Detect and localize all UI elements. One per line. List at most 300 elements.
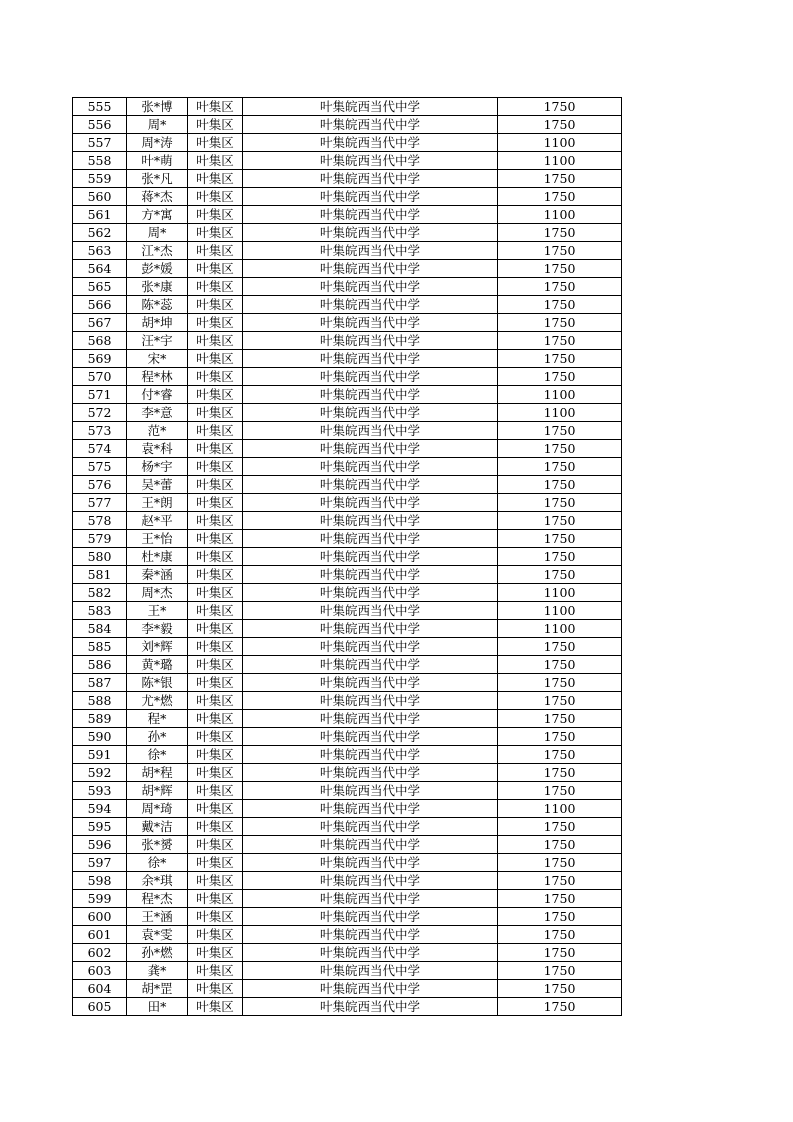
school-cell: 叶集皖西当代中学 xyxy=(243,296,498,314)
district-cell: 叶集区 xyxy=(188,404,243,422)
school-cell: 叶集皖西当代中学 xyxy=(243,728,498,746)
table-row xyxy=(73,260,622,278)
district-cell: 叶集区 xyxy=(188,908,243,926)
district-cell: 叶集区 xyxy=(188,566,243,584)
student-name-cell: 范* xyxy=(127,422,188,440)
row-number-cell: 559 xyxy=(73,170,127,188)
school-cell: 叶集皖西当代中学 xyxy=(243,332,498,350)
table-row xyxy=(73,422,622,440)
school-cell: 叶集皖西当代中学 xyxy=(243,224,498,242)
student-name-cell: 吴*蕾 xyxy=(127,476,188,494)
student-name-cell: 张*凡 xyxy=(127,170,188,188)
row-number-cell: 579 xyxy=(73,530,127,548)
student-name-cell: 张*康 xyxy=(127,278,188,296)
table-row xyxy=(73,944,622,962)
table-row xyxy=(73,692,622,710)
district-cell: 叶集区 xyxy=(188,746,243,764)
row-number-cell: 596 xyxy=(73,836,127,854)
school-cell: 叶集皖西当代中学 xyxy=(243,944,498,962)
amount-cell: 1750 xyxy=(498,728,622,746)
amount-cell: 1750 xyxy=(498,908,622,926)
amount-cell: 1750 xyxy=(498,782,622,800)
table-row xyxy=(73,152,622,170)
school-cell: 叶集皖西当代中学 xyxy=(243,782,498,800)
table-row xyxy=(73,746,622,764)
amount-cell: 1750 xyxy=(498,422,622,440)
school-cell: 叶集皖西当代中学 xyxy=(243,692,498,710)
school-cell: 叶集皖西当代中学 xyxy=(243,674,498,692)
school-cell: 叶集皖西当代中学 xyxy=(243,962,498,980)
school-cell: 叶集皖西当代中学 xyxy=(243,872,498,890)
amount-cell: 1750 xyxy=(498,548,622,566)
amount-cell: 1750 xyxy=(498,332,622,350)
amount-cell: 1750 xyxy=(498,656,622,674)
school-cell: 叶集皖西当代中学 xyxy=(243,98,498,116)
table-row xyxy=(73,206,622,224)
district-cell: 叶集区 xyxy=(188,584,243,602)
school-cell: 叶集皖西当代中学 xyxy=(243,548,498,566)
district-cell: 叶集区 xyxy=(188,494,243,512)
school-cell: 叶集皖西当代中学 xyxy=(243,566,498,584)
district-cell: 叶集区 xyxy=(188,944,243,962)
table-row xyxy=(73,494,622,512)
table-row xyxy=(73,530,622,548)
row-number-cell: 567 xyxy=(73,314,127,332)
row-number-cell: 582 xyxy=(73,584,127,602)
student-name-cell: 周* xyxy=(127,224,188,242)
district-cell: 叶集区 xyxy=(188,620,243,638)
student-name-cell: 周*杰 xyxy=(127,584,188,602)
student-name-cell: 余*琪 xyxy=(127,872,188,890)
table-row xyxy=(73,656,622,674)
amount-cell: 1750 xyxy=(498,962,622,980)
district-cell: 叶集区 xyxy=(188,764,243,782)
table-row xyxy=(73,188,622,206)
school-cell: 叶集皖西当代中学 xyxy=(243,188,498,206)
student-name-cell: 李*意 xyxy=(127,404,188,422)
row-number-cell: 586 xyxy=(73,656,127,674)
district-cell: 叶集区 xyxy=(188,332,243,350)
student-name-cell: 黄*璐 xyxy=(127,656,188,674)
row-number-cell: 589 xyxy=(73,710,127,728)
amount-cell: 1750 xyxy=(498,278,622,296)
amount-cell: 1750 xyxy=(498,368,622,386)
table-row xyxy=(73,332,622,350)
school-cell: 叶集皖西当代中学 xyxy=(243,386,498,404)
school-cell: 叶集皖西当代中学 xyxy=(243,134,498,152)
student-name-cell: 蒋*杰 xyxy=(127,188,188,206)
student-name-cell: 孙* xyxy=(127,728,188,746)
district-cell: 叶集区 xyxy=(188,800,243,818)
school-cell: 叶集皖西当代中学 xyxy=(243,620,498,638)
school-cell: 叶集皖西当代中学 xyxy=(243,800,498,818)
district-cell: 叶集区 xyxy=(188,188,243,206)
district-cell: 叶集区 xyxy=(188,548,243,566)
row-number-cell: 560 xyxy=(73,188,127,206)
district-cell: 叶集区 xyxy=(188,710,243,728)
amount-cell: 1750 xyxy=(498,998,622,1016)
student-name-cell: 孙*燃 xyxy=(127,944,188,962)
school-cell: 叶集皖西当代中学 xyxy=(243,980,498,998)
student-name-cell: 龚* xyxy=(127,962,188,980)
amount-cell: 1100 xyxy=(498,386,622,404)
table-row xyxy=(73,890,622,908)
row-number-cell: 564 xyxy=(73,260,127,278)
table-row xyxy=(73,962,622,980)
row-number-cell: 605 xyxy=(73,998,127,1016)
row-number-cell: 599 xyxy=(73,890,127,908)
table-row xyxy=(73,728,622,746)
student-name-cell: 江*杰 xyxy=(127,242,188,260)
school-cell: 叶集皖西当代中学 xyxy=(243,458,498,476)
school-cell: 叶集皖西当代中学 xyxy=(243,404,498,422)
amount-cell: 1100 xyxy=(498,800,622,818)
row-number-cell: 568 xyxy=(73,332,127,350)
school-cell: 叶集皖西当代中学 xyxy=(243,656,498,674)
student-name-cell: 张*博 xyxy=(127,98,188,116)
school-cell: 叶集皖西当代中学 xyxy=(243,890,498,908)
amount-cell: 1750 xyxy=(498,440,622,458)
district-cell: 叶集区 xyxy=(188,98,243,116)
district-cell: 叶集区 xyxy=(188,224,243,242)
district-cell: 叶集区 xyxy=(188,836,243,854)
row-number-cell: 575 xyxy=(73,458,127,476)
row-number-cell: 569 xyxy=(73,350,127,368)
district-cell: 叶集区 xyxy=(188,458,243,476)
student-name-cell: 尤*燃 xyxy=(127,692,188,710)
table-row xyxy=(73,116,622,134)
table-row xyxy=(73,368,622,386)
district-cell: 叶集区 xyxy=(188,692,243,710)
table-row xyxy=(73,620,622,638)
table-row xyxy=(73,818,622,836)
row-number-cell: 555 xyxy=(73,98,127,116)
district-cell: 叶集区 xyxy=(188,116,243,134)
amount-cell: 1100 xyxy=(498,152,622,170)
table-row xyxy=(73,458,622,476)
student-name-cell: 胡*罡 xyxy=(127,980,188,998)
row-number-cell: 601 xyxy=(73,926,127,944)
student-name-cell: 张*赟 xyxy=(127,836,188,854)
school-cell: 叶集皖西当代中学 xyxy=(243,116,498,134)
amount-cell: 1750 xyxy=(498,890,622,908)
district-cell: 叶集区 xyxy=(188,782,243,800)
student-name-cell: 程*林 xyxy=(127,368,188,386)
amount-cell: 1750 xyxy=(498,944,622,962)
school-cell: 叶集皖西当代中学 xyxy=(243,854,498,872)
student-name-cell: 彭*媛 xyxy=(127,260,188,278)
amount-cell: 1750 xyxy=(498,530,622,548)
table-row xyxy=(73,674,622,692)
district-cell: 叶集区 xyxy=(188,386,243,404)
student-name-cell: 袁*雯 xyxy=(127,926,188,944)
amount-cell: 1750 xyxy=(498,566,622,584)
table-row xyxy=(73,134,622,152)
school-cell: 叶集皖西当代中学 xyxy=(243,512,498,530)
school-cell: 叶集皖西当代中学 xyxy=(243,998,498,1016)
district-cell: 叶集区 xyxy=(188,440,243,458)
row-number-cell: 566 xyxy=(73,296,127,314)
school-cell: 叶集皖西当代中学 xyxy=(243,836,498,854)
row-number-cell: 588 xyxy=(73,692,127,710)
student-name-cell: 周*涛 xyxy=(127,134,188,152)
school-cell: 叶集皖西当代中学 xyxy=(243,368,498,386)
amount-cell: 1750 xyxy=(498,926,622,944)
table-row xyxy=(73,98,622,116)
school-cell: 叶集皖西当代中学 xyxy=(243,206,498,224)
district-cell: 叶集区 xyxy=(188,998,243,1016)
amount-cell: 1750 xyxy=(498,836,622,854)
table-row xyxy=(73,386,622,404)
row-number-cell: 580 xyxy=(73,548,127,566)
student-name-cell: 杨*宇 xyxy=(127,458,188,476)
table-row xyxy=(73,440,622,458)
school-cell: 叶集皖西当代中学 xyxy=(243,584,498,602)
amount-cell: 1100 xyxy=(498,620,622,638)
table-row xyxy=(73,548,622,566)
school-cell: 叶集皖西当代中学 xyxy=(243,764,498,782)
table-row xyxy=(73,782,622,800)
student-name-cell: 宋* xyxy=(127,350,188,368)
amount-cell: 1750 xyxy=(498,746,622,764)
district-cell: 叶集区 xyxy=(188,872,243,890)
row-number-cell: 565 xyxy=(73,278,127,296)
table-row xyxy=(73,998,622,1016)
district-cell: 叶集区 xyxy=(188,962,243,980)
school-cell: 叶集皖西当代中学 xyxy=(243,530,498,548)
row-number-cell: 573 xyxy=(73,422,127,440)
row-number-cell: 587 xyxy=(73,674,127,692)
district-cell: 叶集区 xyxy=(188,170,243,188)
amount-cell: 1750 xyxy=(498,224,622,242)
row-number-cell: 595 xyxy=(73,818,127,836)
amount-cell: 1750 xyxy=(498,764,622,782)
table-row xyxy=(73,314,622,332)
school-cell: 叶集皖西当代中学 xyxy=(243,242,498,260)
school-cell: 叶集皖西当代中学 xyxy=(243,602,498,620)
row-number-cell: 577 xyxy=(73,494,127,512)
table-row xyxy=(73,638,622,656)
student-name-cell: 汪*宇 xyxy=(127,332,188,350)
district-cell: 叶集区 xyxy=(188,530,243,548)
district-cell: 叶集区 xyxy=(188,134,243,152)
school-cell: 叶集皖西当代中学 xyxy=(243,170,498,188)
district-cell: 叶集区 xyxy=(188,674,243,692)
table-row xyxy=(73,278,622,296)
row-number-cell: 592 xyxy=(73,764,127,782)
school-cell: 叶集皖西当代中学 xyxy=(243,314,498,332)
student-name-cell: 程*杰 xyxy=(127,890,188,908)
amount-cell: 1750 xyxy=(498,818,622,836)
row-number-cell: 583 xyxy=(73,602,127,620)
student-name-cell: 杜*康 xyxy=(127,548,188,566)
school-cell: 叶集皖西当代中学 xyxy=(243,350,498,368)
amount-cell: 1750 xyxy=(498,710,622,728)
district-cell: 叶集区 xyxy=(188,350,243,368)
table-row xyxy=(73,224,622,242)
row-number-cell: 581 xyxy=(73,566,127,584)
row-number-cell: 593 xyxy=(73,782,127,800)
district-cell: 叶集区 xyxy=(188,818,243,836)
school-cell: 叶集皖西当代中学 xyxy=(243,710,498,728)
student-name-cell: 王*怡 xyxy=(127,530,188,548)
table-row xyxy=(73,584,622,602)
district-cell: 叶集区 xyxy=(188,368,243,386)
table-row xyxy=(73,296,622,314)
student-name-cell: 王*涵 xyxy=(127,908,188,926)
amount-cell: 1750 xyxy=(498,512,622,530)
school-cell: 叶集皖西当代中学 xyxy=(243,638,498,656)
row-number-cell: 562 xyxy=(73,224,127,242)
student-name-cell: 田* xyxy=(127,998,188,1016)
row-number-cell: 574 xyxy=(73,440,127,458)
row-number-cell: 558 xyxy=(73,152,127,170)
row-number-cell: 591 xyxy=(73,746,127,764)
district-cell: 叶集区 xyxy=(188,638,243,656)
student-name-cell: 王* xyxy=(127,602,188,620)
row-number-cell: 602 xyxy=(73,944,127,962)
table-row xyxy=(73,764,622,782)
amount-cell: 1750 xyxy=(498,476,622,494)
district-cell: 叶集区 xyxy=(188,152,243,170)
school-cell: 叶集皖西当代中学 xyxy=(243,440,498,458)
table-body xyxy=(73,98,622,1016)
district-cell: 叶集区 xyxy=(188,980,243,998)
school-cell: 叶集皖西当代中学 xyxy=(243,746,498,764)
student-name-cell: 李*毅 xyxy=(127,620,188,638)
row-number-cell: 571 xyxy=(73,386,127,404)
student-name-cell: 叶*萌 xyxy=(127,152,188,170)
student-name-cell: 赵*平 xyxy=(127,512,188,530)
row-number-cell: 561 xyxy=(73,206,127,224)
amount-cell: 1750 xyxy=(498,188,622,206)
row-number-cell: 598 xyxy=(73,872,127,890)
amount-cell: 1750 xyxy=(498,872,622,890)
district-cell: 叶集区 xyxy=(188,296,243,314)
amount-cell: 1750 xyxy=(498,692,622,710)
student-name-cell: 付*睿 xyxy=(127,386,188,404)
row-number-cell: 557 xyxy=(73,134,127,152)
amount-cell: 1750 xyxy=(498,458,622,476)
student-name-cell: 程* xyxy=(127,710,188,728)
student-name-cell: 徐* xyxy=(127,746,188,764)
student-name-cell: 刘*辉 xyxy=(127,638,188,656)
table-row xyxy=(73,350,622,368)
row-number-cell: 604 xyxy=(73,980,127,998)
school-cell: 叶集皖西当代中学 xyxy=(243,476,498,494)
student-name-cell: 方*寓 xyxy=(127,206,188,224)
row-number-cell: 563 xyxy=(73,242,127,260)
table-row xyxy=(73,710,622,728)
school-cell: 叶集皖西当代中学 xyxy=(243,818,498,836)
district-cell: 叶集区 xyxy=(188,728,243,746)
district-cell: 叶集区 xyxy=(188,854,243,872)
amount-cell: 1750 xyxy=(498,854,622,872)
amount-cell: 1750 xyxy=(498,116,622,134)
table-row xyxy=(73,512,622,530)
table-row xyxy=(73,566,622,584)
table-row xyxy=(73,908,622,926)
amount-cell: 1100 xyxy=(498,206,622,224)
amount-cell: 1100 xyxy=(498,584,622,602)
amount-cell: 1100 xyxy=(498,404,622,422)
school-cell: 叶集皖西当代中学 xyxy=(243,908,498,926)
row-number-cell: 578 xyxy=(73,512,127,530)
school-cell: 叶集皖西当代中学 xyxy=(243,260,498,278)
row-number-cell: 603 xyxy=(73,962,127,980)
school-cell: 叶集皖西当代中学 xyxy=(243,422,498,440)
school-cell: 叶集皖西当代中学 xyxy=(243,152,498,170)
school-cell: 叶集皖西当代中学 xyxy=(243,278,498,296)
student-name-cell: 胡*辉 xyxy=(127,782,188,800)
row-number-cell: 585 xyxy=(73,638,127,656)
district-cell: 叶集区 xyxy=(188,422,243,440)
table-row xyxy=(73,404,622,422)
table-row xyxy=(73,872,622,890)
amount-cell: 1750 xyxy=(498,260,622,278)
student-name-cell: 袁*科 xyxy=(127,440,188,458)
district-cell: 叶集区 xyxy=(188,314,243,332)
table-row xyxy=(73,800,622,818)
amount-cell: 1750 xyxy=(498,98,622,116)
amount-cell: 1750 xyxy=(498,638,622,656)
student-name-cell: 胡*坤 xyxy=(127,314,188,332)
district-cell: 叶集区 xyxy=(188,656,243,674)
district-cell: 叶集区 xyxy=(188,242,243,260)
table-row xyxy=(73,980,622,998)
row-number-cell: 556 xyxy=(73,116,127,134)
row-number-cell: 597 xyxy=(73,854,127,872)
district-cell: 叶集区 xyxy=(188,602,243,620)
amount-cell: 1750 xyxy=(498,350,622,368)
amount-cell: 1750 xyxy=(498,314,622,332)
student-name-cell: 陈*蕊 xyxy=(127,296,188,314)
table-row xyxy=(73,836,622,854)
district-cell: 叶集区 xyxy=(188,512,243,530)
table-row xyxy=(73,602,622,620)
student-name-cell: 周* xyxy=(127,116,188,134)
row-number-cell: 600 xyxy=(73,908,127,926)
row-number-cell: 570 xyxy=(73,368,127,386)
amount-cell: 1100 xyxy=(498,134,622,152)
student-name-cell: 戴*洁 xyxy=(127,818,188,836)
amount-cell: 1750 xyxy=(498,170,622,188)
table-row xyxy=(73,476,622,494)
district-cell: 叶集区 xyxy=(188,890,243,908)
amount-cell: 1750 xyxy=(498,494,622,512)
table-row xyxy=(73,170,622,188)
student-name-cell: 王*朗 xyxy=(127,494,188,512)
district-cell: 叶集区 xyxy=(188,926,243,944)
row-number-cell: 590 xyxy=(73,728,127,746)
student-name-cell: 徐* xyxy=(127,854,188,872)
amount-cell: 1100 xyxy=(498,602,622,620)
student-name-cell: 陈*银 xyxy=(127,674,188,692)
school-cell: 叶集皖西当代中学 xyxy=(243,926,498,944)
student-name-cell: 秦*涵 xyxy=(127,566,188,584)
row-number-cell: 584 xyxy=(73,620,127,638)
table-row xyxy=(73,854,622,872)
district-cell: 叶集区 xyxy=(188,278,243,296)
amount-cell: 1750 xyxy=(498,980,622,998)
amount-cell: 1750 xyxy=(498,242,622,260)
school-cell: 叶集皖西当代中学 xyxy=(243,494,498,512)
row-number-cell: 594 xyxy=(73,800,127,818)
table-row xyxy=(73,242,622,260)
student-name-cell: 周*琦 xyxy=(127,800,188,818)
district-cell: 叶集区 xyxy=(188,476,243,494)
amount-cell: 1750 xyxy=(498,674,622,692)
